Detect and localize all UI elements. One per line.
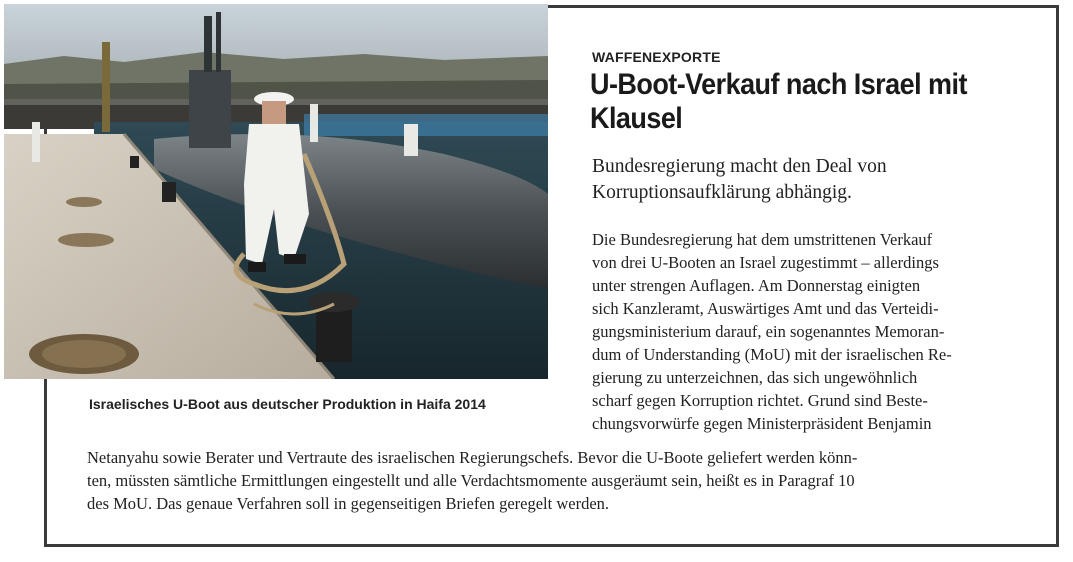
- body-line: scharf gegen Korruption richtet. Grund sind Beste-: [592, 391, 928, 410]
- article-photo: [4, 4, 548, 379]
- body-line: dum of Understanding (MoU) mit der israelischen Re-: [592, 345, 952, 364]
- article-body-full-width: [87, 446, 857, 515]
- body-line: chungsvorwürfe gegen Ministerpräsident Benjamin: [592, 414, 932, 433]
- body-line: unter strengen Auflagen. Am Donnerstag einigten: [592, 276, 921, 295]
- article-subtitle: Bundesregierung macht den Deal von Korruptionsaufklärung abhängig.: [592, 156, 887, 203]
- body-line: Die Bundesregierung hat dem umstrittenen Verkauf: [592, 230, 933, 249]
- article-headline: U-Boot-Verkauf nach Israel mit Klausel: [590, 68, 967, 135]
- body-line: Netanyahu sowie Berater und Vertraute des israelischen Regierungschefs. Bevor die U-Boote geliefert werden könn-: [87, 448, 858, 467]
- body-line: sich Kanzleramt, Auswärtiges Amt und das Verteidi-: [592, 299, 939, 318]
- photo-caption: Israelisches U-Boot aus deutscher Produktion in Haifa 2014: [89, 396, 486, 412]
- article-body-column: [592, 228, 952, 435]
- body-line: ten, müssten sämtliche Ermittlungen eingestellt und alle Verdachtsmomente ausgeräumt sein, heißt es in Paragraf 10: [87, 471, 855, 490]
- body-line: von drei U-Booten an Israel zugestimmt – allerdings: [592, 253, 939, 272]
- body-line: gierung zu unterzeichnen, das sich ungewöhnlich: [592, 368, 918, 387]
- article-kicker: WAFFENEXPORTE: [592, 49, 721, 65]
- body-line: des MoU. Das genaue Verfahren soll in gegenseitigen Briefen geregelt werden.: [87, 494, 610, 513]
- body-line: gungsministerium darauf, ein sogenanntes Memoran-: [592, 322, 945, 341]
